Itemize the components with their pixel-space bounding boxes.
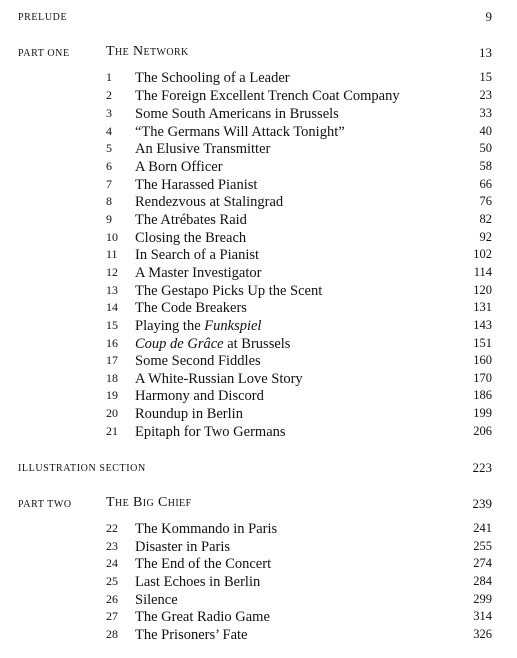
chapter-page: 120 <box>473 283 492 297</box>
chapter-title: Silence <box>135 592 178 608</box>
chapter-title: Closing the Breach <box>135 230 247 246</box>
chapter-row <box>0 424 517 442</box>
part-two-page: 239 <box>472 496 492 511</box>
chapter-page: 284 <box>473 574 492 588</box>
part-one-label: PART ONE <box>18 48 70 59</box>
chapter-page: 114 <box>473 265 492 279</box>
chapter-number: 13 <box>106 283 118 297</box>
chapter-title: Harmony and Discord <box>135 388 264 404</box>
chapter-page: 82 <box>479 212 492 226</box>
chapter-page: 170 <box>473 371 492 385</box>
chapter-title: A White-Russian Love Story <box>135 371 303 387</box>
chapter-page: 131 <box>473 300 492 314</box>
chapter-row <box>0 70 517 88</box>
chapter-page: 160 <box>473 353 492 367</box>
chapter-number: 27 <box>106 609 118 623</box>
chapter-title: The Harassed Pianist <box>135 177 258 193</box>
chapter-row <box>0 159 517 177</box>
chapter-title-part: Playing the <box>135 318 205 334</box>
chapter-number: 5 <box>106 141 112 155</box>
chapter-row <box>0 247 517 265</box>
chapter-number: 18 <box>106 371 118 385</box>
chapter-title: In Search of a Pianist <box>135 247 260 263</box>
illustration-label: ILLUSTRATION SECTION <box>18 463 146 474</box>
chapter-page: 50 <box>479 141 492 155</box>
chapter-page: 102 <box>473 247 492 261</box>
chapter-number: 8 <box>106 194 112 208</box>
chapter-page: 299 <box>473 592 492 606</box>
chapter-page: 23 <box>479 88 492 102</box>
chapter-row <box>0 609 517 627</box>
prelude-page: 9 <box>485 9 492 24</box>
chapter-row <box>0 539 517 557</box>
chapter-title: A Born Officer <box>135 159 223 175</box>
chapter-title: The Gestapo Picks Up the Scent <box>135 283 323 299</box>
chapter-page: 326 <box>473 627 492 641</box>
chapter-row <box>0 574 517 592</box>
chapter-number: 2 <box>106 88 112 102</box>
chapter-page: 274 <box>473 556 492 570</box>
chapter-page: 151 <box>473 336 492 350</box>
chapter-number: 16 <box>106 336 118 350</box>
chapter-number: 17 <box>106 353 118 367</box>
chapter-row <box>0 265 517 283</box>
chapter-page: 76 <box>479 194 492 208</box>
chapter-row <box>0 194 517 212</box>
chapter-row <box>0 627 517 645</box>
chapter-row <box>0 318 517 336</box>
part-one-page: 13 <box>479 45 492 60</box>
chapter-number: 4 <box>106 124 112 138</box>
chapter-title-part: at Brussels <box>223 336 291 352</box>
chapter-row <box>0 521 517 539</box>
chapter-title: The Kommando in Paris <box>135 521 278 537</box>
chapter-number: 11 <box>106 247 118 261</box>
chapter-number: 22 <box>106 521 118 535</box>
chapter-title: An Elusive Transmitter <box>135 141 271 157</box>
chapter-number: 19 <box>106 388 118 402</box>
part-two-label: PART TWO <box>18 499 72 510</box>
chapter-page: 40 <box>479 124 492 138</box>
chapter-title: The Foreign Excellent Trench Coat Company <box>135 88 400 104</box>
chapter-row <box>0 212 517 230</box>
chapter-page: 186 <box>473 388 492 402</box>
chapter-number: 28 <box>106 627 118 641</box>
chapter-number: 9 <box>106 212 112 226</box>
chapter-title: The Great Radio Game <box>135 609 270 625</box>
chapter-number: 10 <box>106 230 118 244</box>
illustration-page: 223 <box>472 460 492 475</box>
chapter-row <box>0 300 517 318</box>
chapter-page: 58 <box>479 159 492 173</box>
chapter-row <box>0 88 517 106</box>
chapter-title <box>135 336 290 353</box>
chapter-page: 206 <box>473 424 492 438</box>
chapter-number: 21 <box>106 424 118 438</box>
chapter-number: 12 <box>106 265 118 279</box>
chapter-page: 33 <box>479 106 492 120</box>
chapter-title: The Code Breakers <box>135 300 247 316</box>
chapter-row <box>0 371 517 389</box>
chapter-title-italic: Funkspiel <box>204 318 262 334</box>
chapter-title <box>135 318 261 335</box>
chapter-row <box>0 556 517 574</box>
chapter-page: 314 <box>473 609 492 623</box>
chapter-title: Some Second Fiddles <box>135 353 261 369</box>
chapter-number: 1 <box>106 70 112 84</box>
chapter-row <box>0 353 517 371</box>
prelude-label: PRELUDE <box>18 12 68 23</box>
chapter-row <box>0 283 517 301</box>
chapter-title: The Schooling of a Leader <box>135 70 290 86</box>
chapter-row <box>0 177 517 195</box>
chapter-page: 15 <box>479 70 492 84</box>
chapter-title: Rendezvous at Stalingrad <box>135 194 284 210</box>
chapter-number: 3 <box>106 106 112 120</box>
chapter-page: 66 <box>479 177 492 191</box>
chapter-page: 143 <box>473 318 492 332</box>
chapter-title-italic: Coup de Grâce <box>135 336 224 352</box>
chapter-row <box>0 106 517 124</box>
chapter-title: Epitaph for Two Germans <box>135 424 286 440</box>
chapter-number: 25 <box>106 574 118 588</box>
chapter-row <box>0 388 517 406</box>
chapter-title: Roundup in Berlin <box>135 406 243 422</box>
chapter-row <box>0 406 517 424</box>
chapter-row <box>0 592 517 610</box>
chapter-page: 241 <box>473 521 492 535</box>
part-two-title: The Big Chief <box>106 495 192 510</box>
chapter-row <box>0 124 517 142</box>
chapter-title: Disaster in Paris <box>135 539 231 555</box>
chapter-title: The Atrébates Raid <box>135 212 247 228</box>
chapter-page: 92 <box>479 230 492 244</box>
chapter-number: 14 <box>106 300 118 314</box>
chapter-row <box>0 336 517 354</box>
chapter-number: 24 <box>106 556 118 570</box>
part-one-title: The Network <box>106 44 189 59</box>
chapter-number: 23 <box>106 539 118 553</box>
chapter-number: 26 <box>106 592 118 606</box>
chapter-title: A Master Investigator <box>135 265 262 281</box>
chapter-page: 199 <box>473 406 492 420</box>
chapter-number: 7 <box>106 177 112 191</box>
chapter-title: “The Germans Will Attack Tonight” <box>135 124 345 140</box>
chapter-number: 6 <box>106 159 112 173</box>
chapter-title: Last Echoes in Berlin <box>135 574 261 590</box>
chapter-title: Some South Americans in Brussels <box>135 106 339 122</box>
chapter-title: The End of the Concert <box>135 556 272 572</box>
chapter-row <box>0 230 517 248</box>
chapter-number: 20 <box>106 406 118 420</box>
chapter-number: 15 <box>106 318 118 332</box>
chapter-title: The Prisoners’ Fate <box>135 627 248 643</box>
chapter-row <box>0 141 517 159</box>
chapter-page: 255 <box>473 539 492 553</box>
